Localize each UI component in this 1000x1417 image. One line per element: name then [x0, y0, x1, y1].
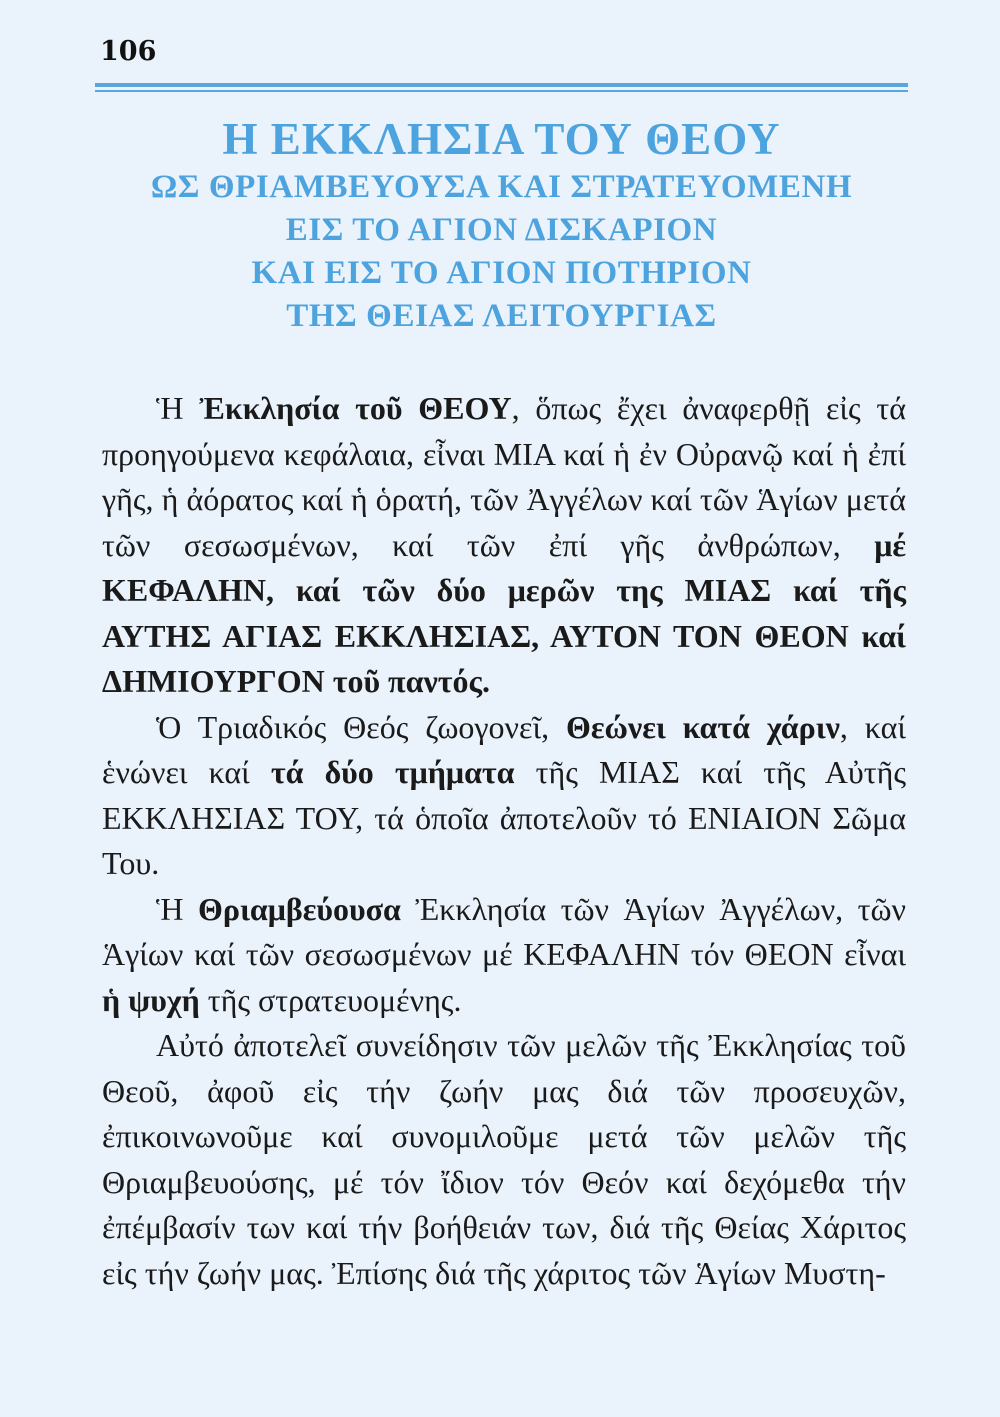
text-run: τῆς ΜΙΑΣ καί τῆς Αὐτῆς ΕΚΚΛΗΣΙΑΣ ΤΟΥ, τά ὁποῖα ἀποτελοῦν τό ΕΝΙΑΙΟΝ Σῶμα Του. [102, 754, 907, 881]
chapter-title-main: Η ΕΚΚΛΗΣΙΑ ΤΟΥ ΘΕΟΥ [222, 114, 781, 164]
chapter-title [95, 112, 908, 338]
paragraph [102, 705, 906, 887]
text-run: Ἡ [156, 890, 198, 927]
text-run: Αὐτό ἀποτελεῖ συνείδησιν τῶν μελῶν τῆς Ἐκκλησίας τοῦ Θεοῦ, ἀφοῦ εἰς τήν ζωήν μας διά τῶν προσευχῶν, ἐπικοινωνοῦμε καί συνομιλοῦμε μετά τῶν μελῶν τῆς Θριαμβευούσης, μέ τόν ἴδιον τόν Θεόν καί δεχόμεθα τήν ἐπέμβασίν των καί τήν βοήθειάν των, διά τῆς Θείας Χάριτος εἰς τήν ζωήν μας. Ἐπίσης διά τῆς χάριτος τῶν Ἁγίων Μυστη- [102, 1027, 906, 1291]
chapter-subtitle-line-2: ΕΙΣ ΤΟ ΑΓΙΟΝ ΔΙΣΚΑΡΙΟΝ [285, 212, 718, 248]
bold-text-run: ἡ ψυχή [102, 981, 200, 1018]
text-run: Ἡ [156, 390, 200, 426]
bold-text-run: τά δύο τμήματα [270, 754, 515, 790]
text-run: τῆς στρατευομένης. [199, 981, 462, 1018]
paragraph [102, 386, 906, 705]
chapter-subtitle-line-4: ΤΗΣ ΘΕΙΑΣ ΛΕΙΤΟΥΡΓΙΑΣ [286, 298, 717, 334]
bold-text-run: Ἐκκλησία τοῦ ΘΕΟΥ [199, 390, 512, 426]
text-run: Ὁ Τριαδικός Θεός ζωογονεῖ, [156, 708, 566, 745]
text-run: , καί ἑνώνει καί [102, 708, 906, 790]
bold-text-run: Θεώνει κατά χάριν [565, 708, 840, 745]
body-text [102, 386, 906, 1296]
text-run: , ὅπως ἔχει ἀναφερθῇ εἰς τά προηγούμενα κεφάλαια, εἶναι ΜΙΑ καί ἡ ἐν Οὐρανῷ καί ἡ ἐπί γῆς, ἡ ἀόρατος καί ἡ ὁρατή, τῶν Ἀγγέλων καί τῶν Ἁγίων μετά τῶν σεσωσμένων, καί τῶν ἐπί γῆς ἀνθρώπων, [102, 390, 906, 563]
header-rule-thick [95, 83, 908, 87]
chapter-subtitle-line-3: ΚΑΙ ΕΙΣ ΤΟ ΑΓΙΟΝ ΠΟΤΗΡΙΟΝ [251, 255, 752, 291]
page-number: 106 [100, 36, 157, 67]
chapter-subtitle-line-1: ΩΣ ΘΡΙΑΜΒΕΥΟΥΣΑ ΚΑΙ ΣΤΡΑΤΕΥΟΜΕΝΗ [150, 169, 853, 205]
paragraph [102, 887, 906, 1024]
paragraph [102, 1023, 906, 1296]
bold-text-run: μέ ΚΕΦΑΛΗΝ, καί τῶν δύο μερῶν της ΜΙΑΣ καί τῆς ΑΥΤΗΣ ΑΓΙΑΣ ΕΚΚΛΗΣΙΑΣ, ΑΥΤΟΝ ΤΟΝ ΘΕΟΝ καί ΔΗΜΙΟΥΡΓΟΝ τοῦ παντός. [102, 526, 906, 699]
header-rule-thin [95, 90, 908, 92]
text-run: Ἐκκλησία τῶν Ἁγίων Ἀγγέλων, τῶν Ἁγίων καί τῶν σεσωσμένων μέ ΚΕΦΑΛΗΝ τόν ΘΕΟΝ εἶναι [102, 890, 906, 972]
bold-text-run: Θριαμβεύουσα [197, 890, 401, 927]
